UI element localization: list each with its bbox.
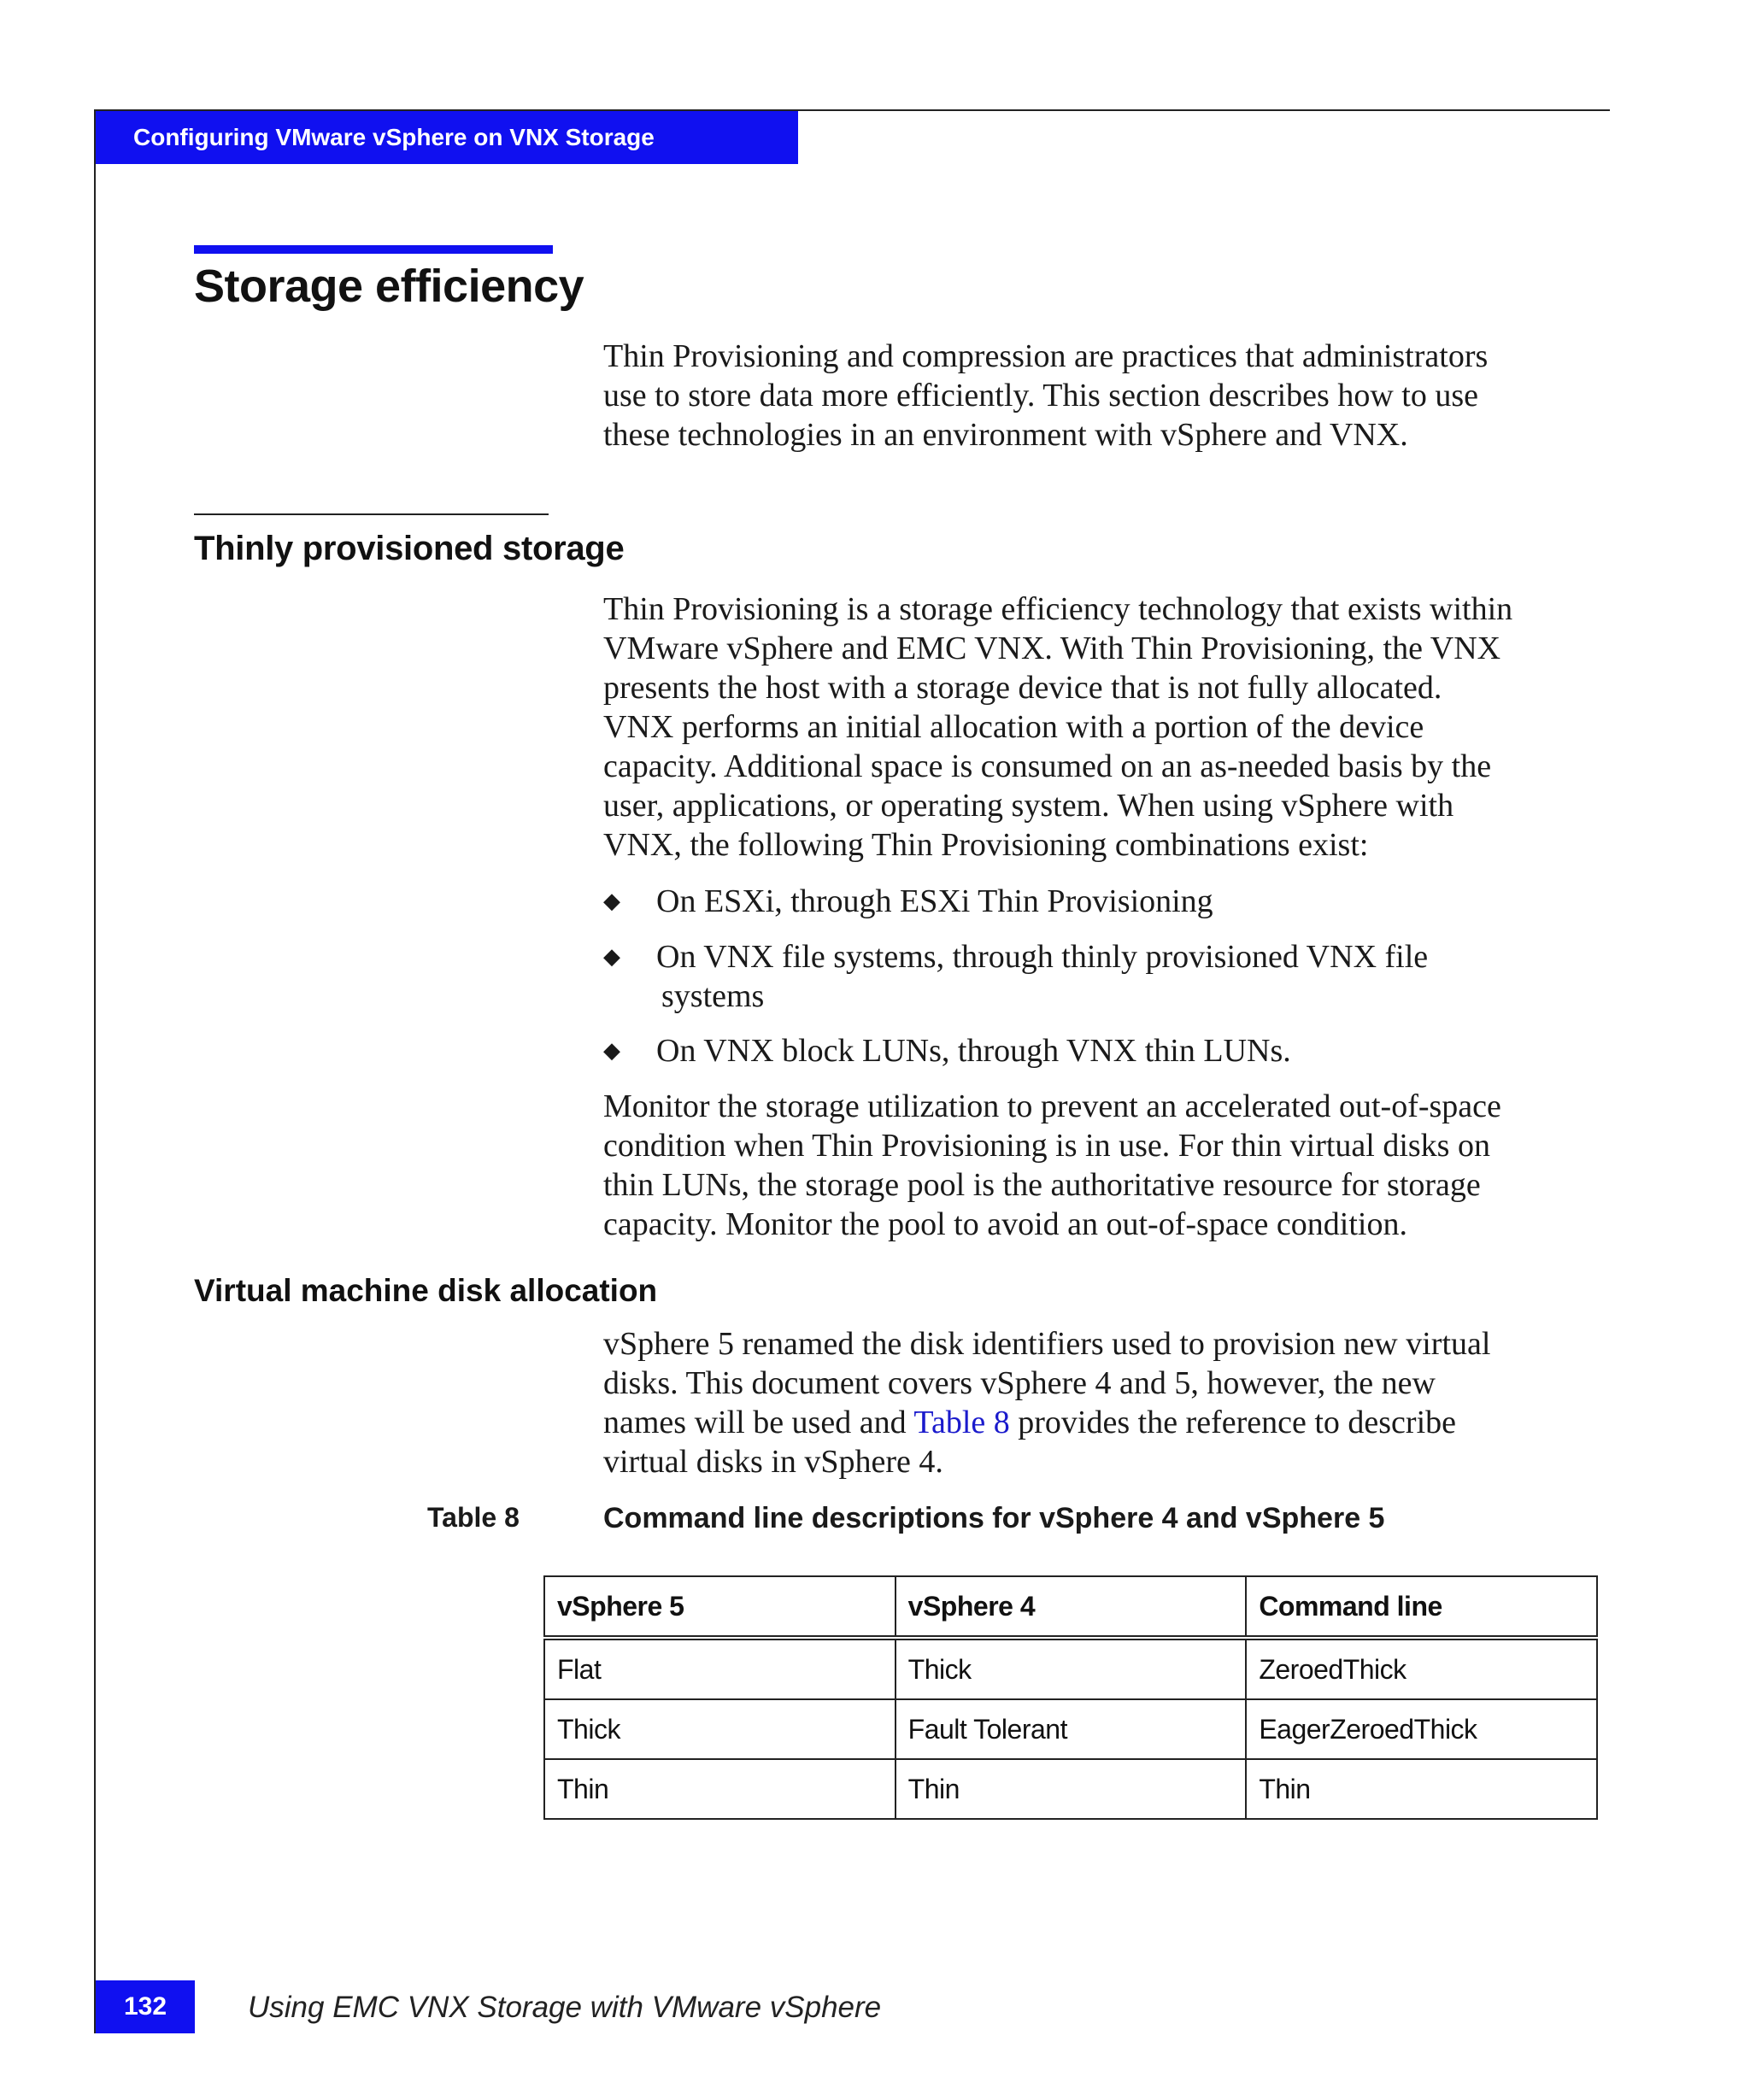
- page-title: Storage efficiency: [194, 261, 584, 312]
- text-line: user, applications, or operating system. When using vSphere with: [603, 788, 1454, 824]
- table-header-row: [544, 1576, 1597, 1638]
- list-item-line: On VNX file systems, through thinly provisioned VNX file: [656, 939, 1429, 975]
- list-item-text: On VNX block LUNs, through VNX thin LUNs.: [656, 1033, 1291, 1069]
- table-cell: Thick: [896, 1638, 1247, 1699]
- title-accent-bar: [194, 245, 553, 254]
- section-heading-thin: Thinly provisioned storage: [194, 530, 625, 567]
- text-line: capacity. Additional space is consumed on an as-needed basis by the: [603, 748, 1492, 784]
- diamond-bullet-icon: ◆: [603, 889, 620, 913]
- table-cell: Fault Tolerant: [896, 1699, 1247, 1759]
- table-cell: Thick: [544, 1699, 896, 1759]
- table-cell: Flat: [544, 1638, 896, 1699]
- column-header: Command line: [1246, 1576, 1597, 1638]
- text-span: provides the reference to describe: [1009, 1405, 1457, 1440]
- table-cell: EagerZeroedThick: [1246, 1699, 1597, 1759]
- text-line: vSphere 5 renamed the disk identifiers used to provision new virtual: [603, 1326, 1491, 1362]
- column-header: vSphere 4: [896, 1576, 1247, 1638]
- text-line: virtual disks in vSphere 4.: [603, 1444, 943, 1480]
- text-line: these technologies in an environment with vSphere and VNX.: [603, 417, 1408, 453]
- text-line: VNX, the following Thin Provisioning combinations exist:: [603, 827, 1369, 863]
- table-row: [544, 1638, 1597, 1699]
- table-caption: Command line descriptions for vSphere 4 and vSphere 5: [603, 1502, 1385, 1534]
- list-item-text: On ESXi, through ESXi Thin Provisioning: [656, 883, 1213, 919]
- text-line: use to store data more efficiently. This section describes how to use: [603, 378, 1478, 414]
- table-row: [544, 1699, 1597, 1759]
- text-line: Thin Provisioning and compression are practices that administrators: [603, 338, 1489, 374]
- section-rule: [194, 513, 549, 515]
- thin-paragraph: [603, 590, 1603, 865]
- list-item-text: [656, 937, 1596, 1016]
- chapter-header-banner: Configuring VMware vSphere on VNX Storage: [96, 111, 798, 164]
- text-line: thin LUNs, the storage pool is the authoritative resource for storage: [603, 1167, 1481, 1203]
- table-label: Table 8: [427, 1502, 520, 1533]
- section-heading-vmdisk: Virtual machine disk allocation: [194, 1273, 658, 1308]
- table-row: [544, 1759, 1597, 1819]
- text-line: presents the host with a storage device that is not fully allocated.: [603, 670, 1442, 706]
- text-line: VMware vSphere and EMC VNX. With Thin Provisioning, the VNX: [603, 631, 1501, 666]
- table-cell: ZeroedThick: [1246, 1638, 1597, 1699]
- left-margin-rule: [94, 109, 96, 2033]
- intro-paragraph: [603, 337, 1603, 455]
- page-number: 132: [96, 1980, 195, 2033]
- table-cell: Thin: [544, 1759, 896, 1819]
- vmdisk-paragraph: [603, 1324, 1603, 1481]
- table-cell: Thin: [1246, 1759, 1597, 1819]
- text-line: condition when Thin Provisioning is in use. For thin virtual disks on: [603, 1128, 1490, 1164]
- table-cell: Thin: [896, 1759, 1247, 1819]
- monitor-paragraph: [603, 1087, 1603, 1244]
- command-line-table: [543, 1575, 1598, 1820]
- column-header: vSphere 5: [544, 1576, 896, 1638]
- text-line: capacity. Monitor the pool to avoid an out-of-space condition.: [603, 1206, 1407, 1242]
- text-line: disks. This document covers vSphere 4 and 5, however, the new: [603, 1365, 1436, 1401]
- table-8-link[interactable]: Table 8: [913, 1405, 1010, 1440]
- text-line: Thin Provisioning is a storage efficiency technology that exists within: [603, 591, 1513, 627]
- list-item-line: systems: [661, 978, 765, 1014]
- diamond-bullet-icon: ◆: [603, 944, 620, 969]
- text-line: Monitor the storage utilization to prevent an accelerated out-of-space: [603, 1088, 1501, 1124]
- text-span: names will be used and: [603, 1405, 914, 1440]
- diamond-bullet-icon: ◆: [603, 1038, 620, 1063]
- text-line: [603, 1403, 1603, 1442]
- footer-book-title: Using EMC VNX Storage with VMware vSphere: [248, 1991, 882, 2024]
- text-line: VNX performs an initial allocation with a portion of the device: [603, 709, 1424, 745]
